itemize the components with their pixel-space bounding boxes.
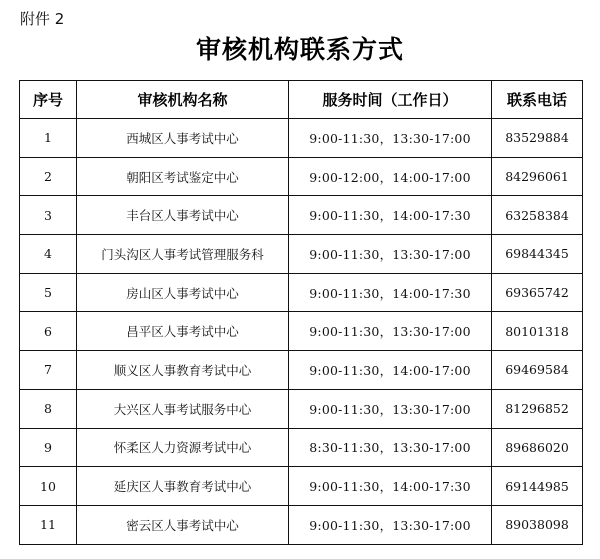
table-row [20, 196, 583, 235]
cell-name: 门头沟区人事考试管理服务科 [77, 235, 289, 274]
cell-phone: 83529884 [492, 119, 583, 158]
cell-phone: 81296852 [492, 389, 583, 428]
cell-phone: 80101318 [492, 312, 583, 351]
cell-hours: 9:00-11:30，13:30-17:00 [289, 119, 492, 158]
cell-hours: 9:00-11:30，13:30-17:00 [289, 505, 492, 544]
attachment-label: 附件 2 [20, 10, 65, 28]
table-header-row [20, 81, 583, 119]
cell-seq: 1 [20, 119, 77, 158]
cell-seq: 3 [20, 196, 77, 235]
cell-hours: 9:00-11:30，14:00-17:30 [289, 273, 492, 312]
header-name: 审核机构名称 [77, 81, 289, 119]
cell-phone: 69844345 [492, 235, 583, 274]
table-row [20, 119, 583, 158]
cell-phone: 89686020 [492, 428, 583, 467]
table-row [20, 273, 583, 312]
table-body [20, 119, 583, 545]
table-row [20, 467, 583, 506]
header-phone: 联系电话 [492, 81, 583, 119]
cell-seq: 8 [20, 389, 77, 428]
cell-hours: 9:00-11:30，14:00-17:00 [289, 351, 492, 390]
cell-phone: 69365742 [492, 273, 583, 312]
cell-phone: 69469584 [492, 351, 583, 390]
table-row [20, 505, 583, 544]
table-row [20, 428, 583, 467]
cell-name: 房山区人事考试中心 [77, 273, 289, 312]
table-row [20, 351, 583, 390]
cell-name: 朝阳区考试鉴定中心 [77, 157, 289, 196]
cell-seq: 6 [20, 312, 77, 351]
header-seq: 序号 [20, 81, 77, 119]
cell-hours: 9:00-12:00，14:00-17:00 [289, 157, 492, 196]
table-row [20, 389, 583, 428]
cell-hours: 9:00-11:30，13:30-17:00 [289, 235, 492, 274]
table-row [20, 312, 583, 351]
cell-phone: 69144985 [492, 467, 583, 506]
cell-hours: 9:00-11:30，13:30-17:00 [289, 312, 492, 351]
cell-seq: 9 [20, 428, 77, 467]
cell-phone: 63258384 [492, 196, 583, 235]
cell-name: 密云区人事考试中心 [77, 505, 289, 544]
page-title: 审核机构联系方式 [195, 35, 404, 64]
cell-name: 丰台区人事考试中心 [77, 196, 289, 235]
cell-seq: 5 [20, 273, 77, 312]
cell-name: 西城区人事考试中心 [77, 119, 289, 158]
cell-phone: 84296061 [492, 157, 583, 196]
cell-name: 顺义区人事教育考试中心 [77, 351, 289, 390]
cell-name: 昌平区人事考试中心 [77, 312, 289, 351]
cell-hours: 9:00-11:30，14:00-17:30 [289, 196, 492, 235]
table-row [20, 157, 583, 196]
cell-hours: 9:00-11:30，13:30-17:00 [289, 389, 492, 428]
cell-hours: 9:00-11:30，14:00-17:30 [289, 467, 492, 506]
header-hours: 服务时间（工作日） [289, 81, 492, 119]
contact-table [19, 80, 583, 545]
cell-name: 大兴区人事考试服务中心 [77, 389, 289, 428]
cell-phone: 89038098 [492, 505, 583, 544]
cell-name: 延庆区人事教育考试中心 [77, 467, 289, 506]
cell-hours: 8:30-11:30，13:30-17:00 [289, 428, 492, 467]
table-row [20, 235, 583, 274]
cell-seq: 4 [20, 235, 77, 274]
cell-seq: 7 [20, 351, 77, 390]
cell-seq: 2 [20, 157, 77, 196]
cell-name: 怀柔区人力资源考试中心 [77, 428, 289, 467]
cell-seq: 11 [20, 505, 77, 544]
cell-seq: 10 [20, 467, 77, 506]
